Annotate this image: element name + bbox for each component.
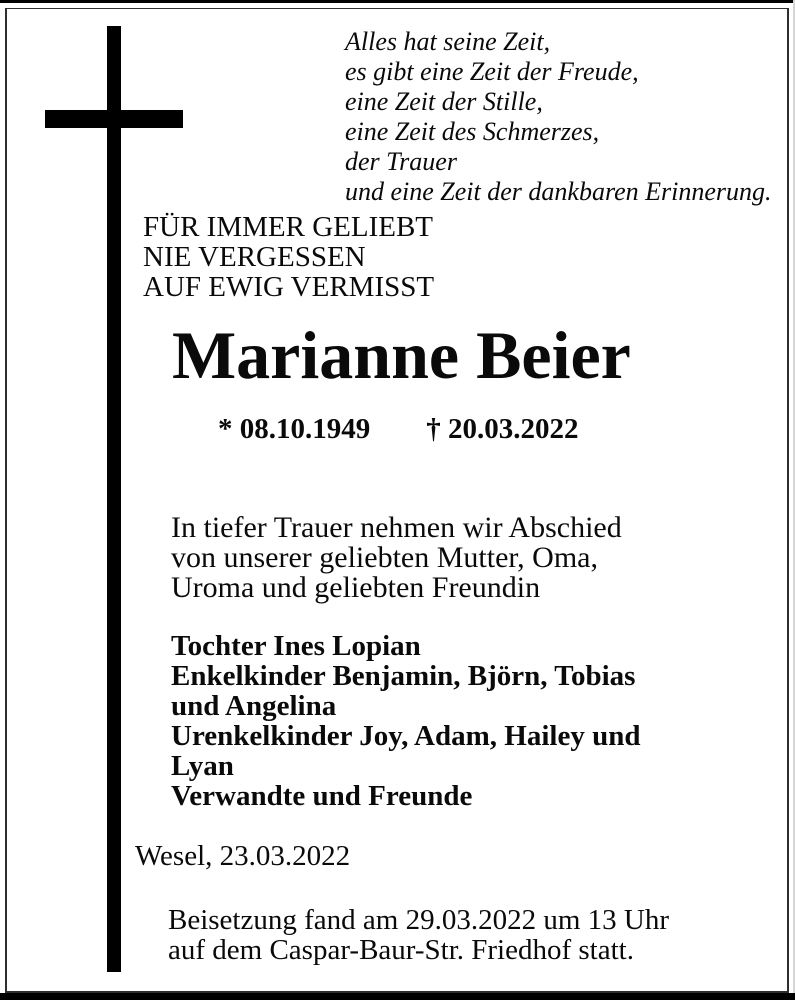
death-date: † 20.03.2022	[426, 413, 579, 445]
intro-line: von unserer geliebten Mutter, Oma,	[171, 541, 599, 574]
mourning-intro	[171, 513, 622, 603]
opening-verse	[345, 27, 772, 207]
mourner-line: Tochter Ines Lopian	[171, 630, 421, 662]
mourner-line: und Angelina	[171, 690, 337, 722]
tribute-line: FÜR IMMER GELIEBT	[143, 211, 433, 243]
verse-line: Alles hat seine Zeit,	[345, 27, 551, 56]
funeral-line: Beisetzung fand am 29.03.2022 um 13 Uhr	[168, 904, 669, 936]
mourner-line: Urenkelkinder Joy, Adam, Hailey und	[171, 720, 641, 752]
mourner-line: Verwandte und Freunde	[171, 780, 473, 812]
verse-line: eine Zeit der Stille,	[345, 87, 543, 116]
life-dates	[218, 414, 579, 444]
verse-line: es gibt eine Zeit der Freude,	[345, 57, 639, 86]
tribute-block	[143, 212, 434, 302]
mourner-line: Lyan	[171, 750, 234, 782]
place-and-date: Wesel, 23.03.2022	[135, 840, 351, 872]
verse-line: der Trauer	[345, 147, 457, 176]
scan-edge-top	[0, 0, 795, 3]
scan-edge-bottom	[0, 993, 795, 1000]
tribute-line: AUF EWIG VERMISST	[143, 271, 435, 303]
mourners-list	[171, 631, 640, 811]
mourner-line: Enkelkinder Benjamin, Björn, Tobias	[171, 660, 636, 692]
memorial-cross-icon	[107, 26, 121, 972]
deceased-name: Marianne Beier	[172, 317, 631, 393]
birth-date: * 08.10.1949	[218, 413, 371, 445]
memorial-cross-icon-arm	[45, 110, 183, 128]
funeral-info	[168, 905, 669, 965]
funeral-line: auf dem Caspar-Baur-Str. Friedhof statt.	[168, 934, 634, 966]
intro-line: In tiefer Trauer nehmen wir Abschied	[171, 511, 622, 544]
intro-line: Uroma und geliebten Freundin	[171, 571, 541, 604]
verse-line: und eine Zeit der dankbaren Erinnerung.	[345, 177, 772, 206]
verse-line: eine Zeit des Schmerzes,	[345, 117, 600, 146]
tribute-line: NIE VERGESSEN	[143, 241, 366, 273]
